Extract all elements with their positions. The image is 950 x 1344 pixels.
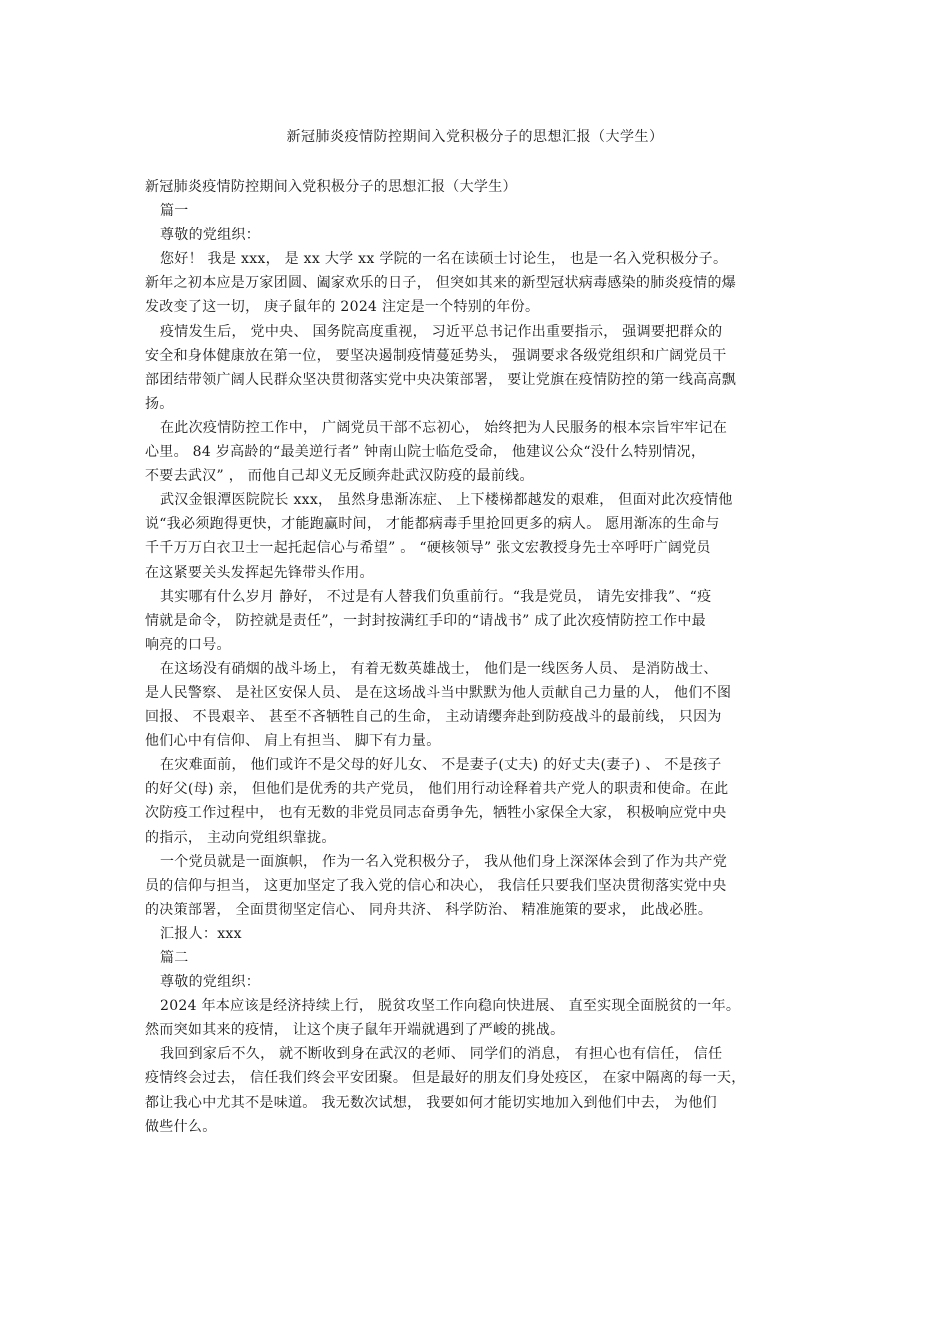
- text-line: 的好父(母) 亲， 但他们是优秀的共产党员， 他们用行动诠释着共产党人的职责和使命。在此: [145, 781, 729, 798]
- text-line: 在这紧要关头发挥起先锋带头作用。: [145, 564, 374, 581]
- text-line: 心里。 84 岁高龄的“最美逆行者” 钟南山院士临危受命， 他建议公众“没什么特别情况，: [145, 444, 706, 461]
- text-line: 汇报人：xxx: [160, 925, 242, 942]
- text-line: 情就是命令， 防控就是责任”，一封封按满红手印的“请战书” 成了此次疫情防控工作中最: [145, 612, 706, 629]
- text-line: 千千万万白衣卫士一起托起信心与希望” 。 “硬核领导” 张文宏教授身先士卒呼吁广阔党员: [145, 540, 711, 557]
- text-line: 次防疫工作过程中， 也有无数的非党员同志奋勇争先，牺牲小家保全大家， 积极响应党中央: [145, 805, 727, 822]
- text-line: 在灾难面前， 他们或许不是父母的好儿女、 不是妻子(丈夫) 的好丈夫(妻子) 、 不是孩子: [160, 757, 722, 774]
- text-line: 发改变了这一切， 庚子鼠年的 2024 注定是一个特别的年份。: [145, 299, 540, 316]
- text-line: 尊敬的党组织：: [160, 227, 261, 244]
- text-line: 疫情终会过去， 信任我们终会平安团聚。 但是最好的朋友们身处疫区， 在家中隔离的每一天，: [145, 1070, 746, 1087]
- text-line: 一个党员就是一面旗帜， 作为一名入党积极分子， 我从他们身上深深体会到了作为共产党: [160, 853, 728, 870]
- document-body: [145, 175, 817, 1139]
- text-line: 都让我心中尤其不是味道。 我无数次试想， 我要如何才能切实地加入到他们中去， 为他们: [145, 1094, 717, 1111]
- text-line: 做些什么。: [145, 1118, 217, 1135]
- text-line: 员的信仰与担当， 这更加坚定了我入党的信心和决心， 我信任只要我们坚决贯彻落实党中央: [145, 877, 727, 894]
- text-line: 响亮的口号。: [145, 636, 231, 653]
- text-line: 的决策部署， 全面贯彻坚定信心、 同舟共济、 科学防治、 精准施策的要求， 此战必胜。: [145, 901, 713, 918]
- text-line: 部团结带领广阔人民群众坚决贯彻落实党中央决策部署， 要让党旗在疫情防控的第一线高高飘: [145, 371, 737, 388]
- text-line: 然而突如其来的疫情， 让这个庚子鼠年开端就遇到了严峻的挑战。: [145, 1022, 565, 1039]
- text-line: 新冠肺炎疫情防控期间入党积极分子的思想汇报（大学生）: [145, 179, 517, 195]
- text-line: 的指示， 主动向党组织靠拢。: [145, 829, 336, 846]
- text-line: 回报、 不畏艰辛、 甚至不吝牺牲自己的生命， 主动请缨奔赴到防疫战斗的最前线， 只因为: [145, 709, 722, 726]
- text-line: 在这场没有硝烟的战斗场上， 有着无数英雄战士， 他们是一线医务人员、 是消防战士、: [160, 660, 718, 677]
- text-line: 在此次疫情防控工作中， 广阔党员干部不忘初心， 始终把为人民服务的根本宗旨牢牢记在: [160, 419, 728, 436]
- text-line: 其实哪有什么岁月 静好， 不过是有人替我们负重前行。“我是党员， 请先安排我”、“疫: [160, 588, 712, 605]
- text-line: 2024 年本应该是经济持续上行， 脱贫攻坚工作向稳向快进展、 直至实现全面脱贫的一年。: [160, 998, 741, 1015]
- document-title: 新冠肺炎疫情防控期间入党积极分子的思想汇报（大学生）: [286, 129, 664, 145]
- text-line: 武汉金银潭医院院长 xxx， 虽然身患渐冻症、 上下楼梯都越发的艰难， 但面对此次疫情他: [160, 492, 733, 509]
- text-line: 篇一: [160, 203, 189, 220]
- text-line: 说“我必须跑得更快，才能跑赢时间， 才能都病毒手里抢回更多的病人。 愿用渐冻的生命与: [145, 516, 720, 533]
- text-line: 您好！ 我是 xxx， 是 xx 大学 xx 学院的一名在读硕士讨论生， 也是一名入党积极分子。: [160, 251, 728, 268]
- text-line: 疫情发生后， 党中央、 国务院高度重视， 习近平总书记作出重要指示， 强调要把群众的: [160, 323, 723, 340]
- text-line: 篇二: [160, 950, 189, 966]
- text-line: 扬。: [145, 395, 174, 412]
- text-line: 新年之初本应是万家团圆、阖家欢乐的日子， 但突如其来的新型冠状病毒感染的肺炎疫情的爆: [145, 275, 737, 292]
- text-line: 安全和身体健康放在第一位， 要坚决遏制疫情蔓延势头， 强调要求各级党组织和广阔党员干: [145, 347, 727, 364]
- text-line: 不要去武汉” ， 而他自己却义无反顾奔赴武汉防疫的最前线。: [145, 468, 534, 485]
- text-line: 是人民警察、 是社区安保人员、 是在这场战斗当中默默为他人贡献自己力量的人， 他们不图: [145, 684, 732, 701]
- text-line: 我回到家后不久， 就不断收到身在武汉的老师、 同学们的消息， 有担心也有信任， 信任: [160, 1046, 723, 1063]
- text-line: 尊敬的党组织：: [160, 974, 261, 991]
- text-line: 他们心中有信仰、 肩上有担当、 脚下有力量。: [145, 733, 441, 750]
